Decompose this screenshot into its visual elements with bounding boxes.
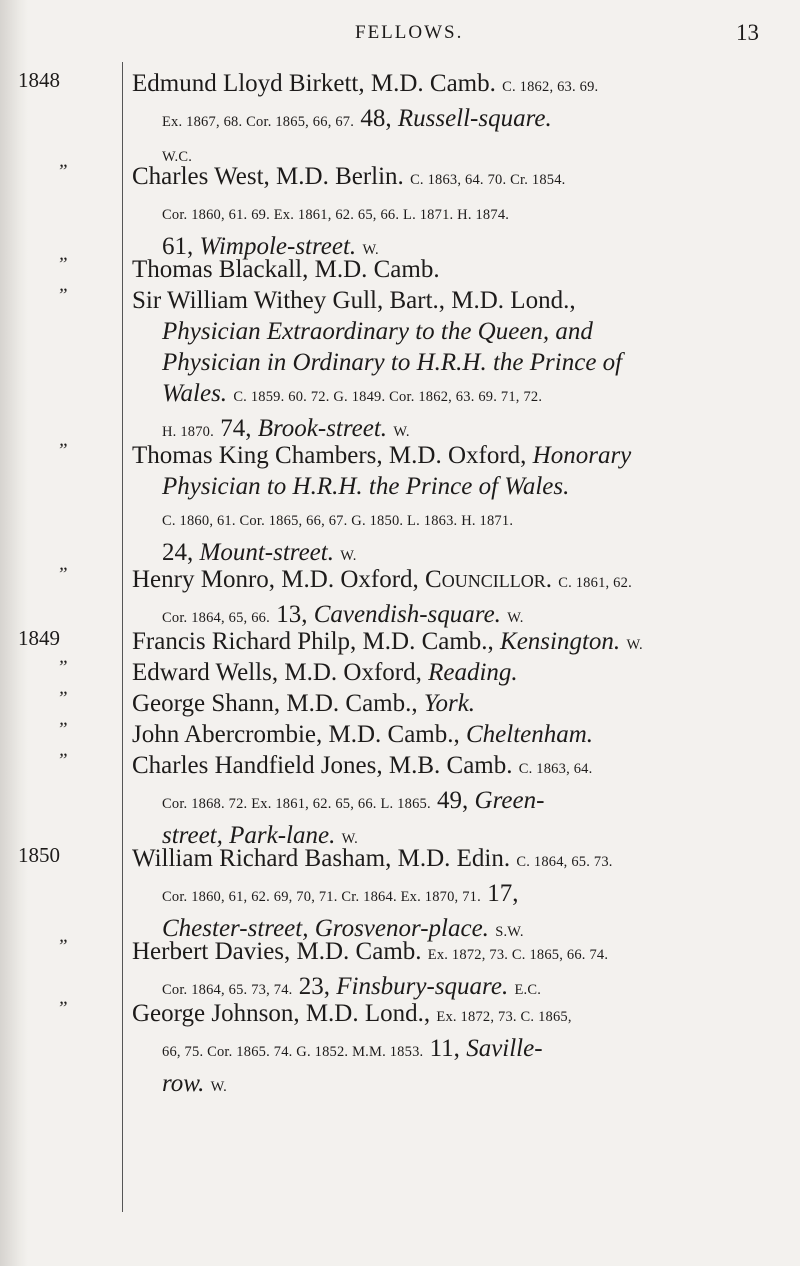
house-number: 23, xyxy=(298,973,330,1000)
postal-district: S.W. xyxy=(495,924,524,940)
house-number: 74, xyxy=(220,415,252,442)
ditto-mark: ” xyxy=(57,254,68,275)
address: Reading. xyxy=(428,659,518,686)
entry-text xyxy=(132,564,772,634)
address: Cheltenham. xyxy=(465,721,594,748)
address: row. xyxy=(162,1070,205,1097)
entry-text xyxy=(132,688,772,719)
page-header xyxy=(0,20,800,50)
postal-district: W. xyxy=(340,548,357,564)
ditto-mark: ” xyxy=(57,688,68,709)
postal-district: W. xyxy=(507,610,524,626)
ditto-mark: ” xyxy=(57,161,68,182)
fellow-name: Herbert Davies, M.D. Camb. xyxy=(132,938,422,965)
entry-text xyxy=(132,750,772,855)
college-offices: Cor. 1864, 65, 66. xyxy=(162,610,270,626)
ditto-mark: ” xyxy=(57,440,68,461)
appointment-title: Physician in Ordinary to H.R.H. the Prince of xyxy=(162,349,623,376)
ditto-mark: ” xyxy=(57,750,68,771)
college-offices: Ex. 1872, 73. C. 1865, 66. 74. xyxy=(427,947,609,963)
postal-district: W. xyxy=(362,242,379,258)
postal-district: E.C. xyxy=(514,982,542,998)
college-offices: C. 1863, 64. 70. Cr. 1854. xyxy=(410,172,566,188)
address: York. xyxy=(423,690,476,717)
address: Chester-street, Grosvenor-place. xyxy=(162,915,489,942)
college-offices: C. 1861, 62. xyxy=(558,575,632,591)
entry-text xyxy=(132,843,772,948)
address: Green- xyxy=(474,787,545,814)
fellow-name: Francis Richard Philp, M.D. Camb., xyxy=(132,628,494,655)
fellow-name: William Richard Basham, M.D. Edin. xyxy=(132,845,511,872)
college-offices: Cor. 1864, 65. 73, 74. xyxy=(162,982,293,998)
house-number: 17, xyxy=(487,880,519,907)
appointment-title: Wales. xyxy=(162,380,228,407)
fellow-name: George Johnson, M.D. Lond., xyxy=(132,1000,431,1027)
entry-text xyxy=(132,440,772,572)
college-offices: C. 1859. 60. 72. G. 1849. Cor. 1862, 63. 69. 71, 72. xyxy=(233,389,543,405)
college-offices: Ex. 1872, 73. C. 1865, xyxy=(436,1009,572,1025)
fellow-name: Sir William Withey Gull, Bart., M.D. Lond., xyxy=(132,287,576,314)
fellow-name: Charles Handfield Jones, M.B. Camb. xyxy=(132,752,513,779)
fellow-name: Thomas King Chambers, M.D. Oxford, xyxy=(132,442,527,469)
column-rule xyxy=(122,62,123,1212)
house-number: 13, xyxy=(276,601,308,628)
college-offices: C. 1860, 61. Cor. 1865, 66, 67. G. 1850. L. 1863. H. 1871. xyxy=(162,513,514,529)
fellow-name: Henry Monro, M.D. Oxford, xyxy=(132,566,419,593)
election-year: 1849 xyxy=(18,626,60,650)
entry-text xyxy=(132,285,772,448)
fellow-name: Edmund Lloyd Birkett, M.D. Camb. xyxy=(132,70,496,97)
entry-text xyxy=(132,657,772,688)
college-offices: Cor. 1868. 72. Ex. 1861, 62. 65, 66. L. 1865. xyxy=(162,796,431,812)
postal-district: W. xyxy=(393,424,410,440)
college-offices: C. 1863, 64. xyxy=(518,761,593,777)
college-offices: H. 1870. xyxy=(162,424,214,440)
house-number: 49, xyxy=(437,787,469,814)
page-number: 13 xyxy=(736,20,759,45)
college-offices: Cor. 1860, 61. 69. Ex. 1861, 62. 65, 66. L. 1871. H. 1874. xyxy=(162,207,510,223)
office-title: Councillor. xyxy=(425,566,552,593)
appointment-title: Physician Extraordinary to the Queen, and xyxy=(162,318,593,345)
house-number: 11, xyxy=(429,1035,460,1062)
ditto-mark: ” xyxy=(57,719,68,740)
election-year: 1850 xyxy=(18,843,60,867)
entry-text xyxy=(132,719,772,750)
fellow-name: Charles West, M.D. Berlin. xyxy=(132,163,404,190)
fellow-name: Edward Wells, M.D. Oxford, xyxy=(132,659,422,686)
college-offices: C. 1864, 65. 73. xyxy=(516,854,613,870)
address: Kensington. xyxy=(500,628,621,655)
address: Cavendish-square. xyxy=(313,601,501,628)
entry-text xyxy=(132,161,772,266)
postal-district: W. xyxy=(341,831,358,847)
postal-district: W. xyxy=(626,637,643,653)
college-offices: Ex. 1867, 68. Cor. 1865, 66, 67. xyxy=(162,114,355,130)
entry-text xyxy=(132,936,772,1006)
address: Wimpole-street. xyxy=(199,233,357,260)
house-number: 61, xyxy=(162,233,194,260)
postal-district: W. xyxy=(210,1079,228,1095)
college-offices: C. 1862, 63. 69. xyxy=(502,79,599,95)
fellow-name: George Shann, M.D. Camb., xyxy=(132,690,418,717)
ditto-mark: ” xyxy=(57,285,68,306)
address: Finsbury-square. xyxy=(336,973,509,1000)
appointment-title: Physician to H.R.H. the Prince of Wales. xyxy=(162,473,570,500)
address: Mount-street. xyxy=(199,539,334,566)
ditto-mark: ” xyxy=(57,998,68,1019)
entry-text xyxy=(132,998,772,1103)
entry-text xyxy=(132,68,772,173)
fellow-name: John Abercrombie, M.D. Camb., xyxy=(132,721,460,748)
entry-text xyxy=(132,626,772,661)
election-year: 1848 xyxy=(18,68,60,92)
college-offices: Cor. 1860, 61, 62. 69, 70, 71. Cr. 1864. Ex. 1870, 71. xyxy=(162,889,481,905)
college-offices: 66, 75. Cor. 1865. 74. G. 1852. M.M. 1853. xyxy=(162,1044,424,1060)
fellow-name: Thomas Blackall, M.D. Camb. xyxy=(132,256,440,283)
address: Saville- xyxy=(466,1035,543,1062)
address: Russell-square. xyxy=(397,105,552,132)
running-title: FELLOWS. xyxy=(355,22,464,43)
ditto-mark: ” xyxy=(57,657,68,678)
address: Brook-street. xyxy=(257,415,388,442)
ditto-mark: ” xyxy=(57,564,68,585)
house-number: 48, xyxy=(360,105,392,132)
address: street, Park-lane. xyxy=(162,822,336,849)
postal-district: W.C. xyxy=(162,149,193,165)
appointment-title: Honorary xyxy=(532,442,632,469)
ditto-mark: ” xyxy=(57,936,68,957)
entry-text xyxy=(132,254,772,285)
house-number: 24, xyxy=(162,539,194,566)
